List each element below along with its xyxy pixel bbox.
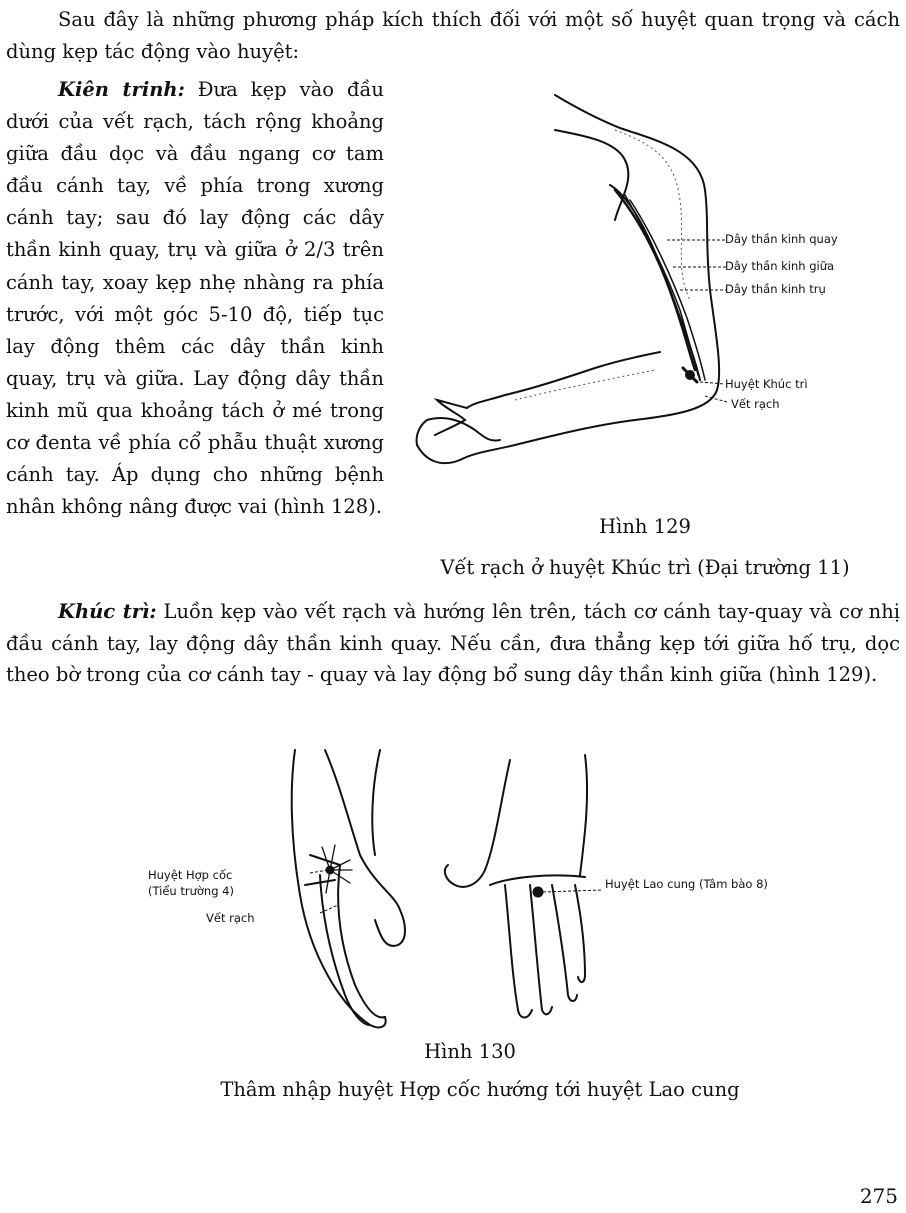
label-radial-nerve: Dây thần kinh quay — [725, 232, 838, 246]
label-lao-cung-point: Huyệt Lao cung (Tâm bào 8) — [605, 877, 768, 891]
label-hop-coc-meridian: (Tiểu trường 4) — [148, 884, 234, 898]
figure-129-caption: Vết rạch ở huyệt Khúc trì (Đại trường 11) — [440, 556, 850, 579]
figure-130 — [140, 745, 840, 1035]
figure-130-title: Hình 130 — [424, 1040, 516, 1063]
khuc-tri-term: Khúc trì: — [58, 600, 157, 623]
label-ulnar-nerve: Dây thần kinh trụ — [725, 282, 826, 296]
label-median-nerve: Dây thần kinh giữa — [725, 259, 835, 273]
khuc-tri-paragraph — [6, 596, 900, 691]
kien-trinh-paragraph — [6, 74, 384, 523]
arm-illustration — [405, 90, 735, 480]
khuc-tri-text: Luồn kẹp vào vết rạch và hướng lên trên, tách cơ cánh tay-quay và cơ nhị đầu cánh tay, lay động dây thần kinh quay. Nếu cần, đưa thẳng kẹp tới giữa hố trụ, dọc theo bờ trong của cơ cánh tay - quay và lay động bổ sung dây thần kinh giữa (hình 129). — [6, 600, 900, 686]
kien-trinh-text: Đưa kẹp vào đầu dưới của vết rạch, tách rộng khoảng giữa đầu dọc và đầu ngang cơ tam đầu cánh tay, về phía trong xương cánh tay; sau đó lay động các dây thần kinh quay, trụ và giữa ở 2/3 trên cánh tay, xoay kẹp nhẹ nhàng ra phía trước, với một góc 5-10 độ, tiếp tục lay động thêm các dây thần kinh quay, trụ và giữa. Lay động dây thần kinh mũ qua khoảng tách ở mé trong cơ đenta về phía cổ phẫu thuật xương cánh tay. Áp dụng cho những bệnh nhân không nâng được vai (hình 128). — [6, 78, 384, 519]
page-number: 275 — [859, 1184, 898, 1208]
kien-trinh-term: Kiên trinh: — [58, 78, 185, 101]
figure-129-title: Hình 129 — [599, 515, 691, 538]
figure-130-caption: Thâm nhập huyệt Hợp cốc hướng tới huyệt Lao cung — [220, 1078, 740, 1101]
intro-paragraph: Sau đây là những phương pháp kích thích đối với một số huyệt quan trọng và cách dùng kẹp tác động vào huyệt: — [6, 8, 900, 63]
label-incision: Vết rạch — [731, 397, 780, 411]
label-khuc-tri-point: Huyệt Khúc trì — [725, 377, 808, 391]
label-incision-130: Vết rạch — [206, 911, 255, 925]
label-hop-coc-point: Huyệt Hợp cốc — [148, 868, 233, 882]
